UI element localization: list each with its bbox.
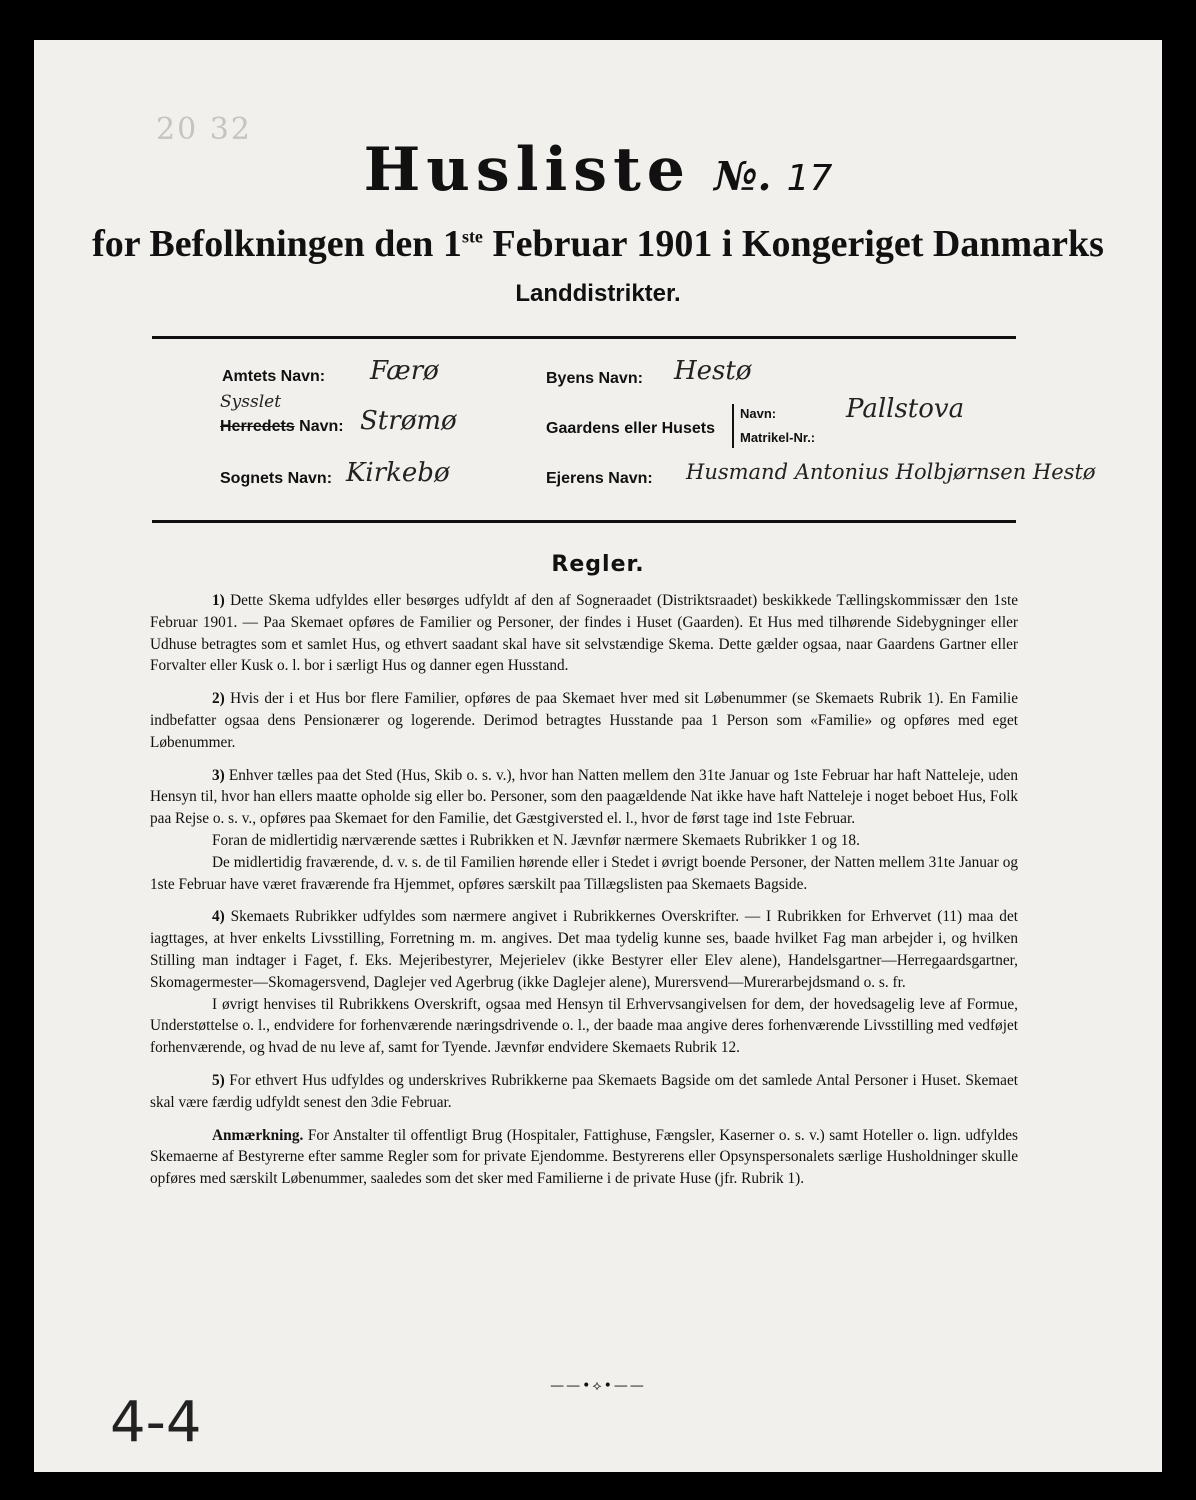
rule-4-text: Skemaets Rubrikker udfyldes som nærmere angivet i Rubrikkernes Overskrifter. — I Rubrikken for Erhvervet (11) maa det iagttages, at hver enkelts Livsstilling, Forretning m. m. angives. Det maa tydelig kunne ses, baade hvilket Fag man arbejder i, og hvilken Stilling man indtager i Faget, f. Eks. Mejeribestyrer, Mejerielev (ikke Bestyrer eller Elev alene), Handelsgartner—Herregaardsgartner, Skomagermester—Skomagersvend, Daglejer ved Agerbrug (ikke Daglejer alene), Murersvend—Murerarbejdsmand o. s. fr. bbox=[150, 908, 1018, 991]
ejer-label: Ejerens Navn: bbox=[546, 470, 653, 487]
rule-5-text: For ethvert Hus udfyldes og underskrives Rubrikkerne paa Skemaets Bagside om det samlede Antal Personer i Huset. Skemaet skal være færdig udfyldt senest den 3die Februar. bbox=[150, 1071, 1018, 1111]
sogn-label: Sognets Navn: bbox=[220, 470, 333, 487]
subtitle-sup: ste bbox=[461, 226, 483, 247]
number-label: №. bbox=[714, 153, 772, 200]
note-label: Anmærkning. bbox=[212, 1126, 304, 1144]
herred-label-rest: Navn: bbox=[294, 418, 344, 435]
document-page bbox=[34, 40, 1162, 1472]
gaard-matrikel-label: Matrikel-Nr.: bbox=[740, 430, 816, 445]
rule-4 bbox=[150, 906, 1018, 993]
herred-handwritten: Sysslet bbox=[220, 392, 282, 412]
gaard-label: Gaardens eller Husets bbox=[546, 420, 715, 437]
rule-5-number: 5) bbox=[212, 1071, 225, 1089]
rule-1-number: 1) bbox=[212, 592, 225, 609]
rule-2-text: Hvis der i et Hus bor flere Familier, opføres de paa Skemaet hver med sit Løbenummer (se Skemaets Rubrik 1). En Familie indbefatter ogsaa dens Pensionærer og logerende. Derimod betragtes Husstande paa 1 Person som «Familie» og opføres med eget Løbenummer. bbox=[150, 690, 1019, 751]
ejer-value: Husmand Antonius Holbjørnsen Hestø bbox=[686, 460, 1096, 484]
corner-number: 20 32 bbox=[156, 112, 252, 147]
amt-label: Amtets Navn: bbox=[222, 368, 326, 385]
gaard-bracket bbox=[732, 404, 734, 448]
rule-4-number: 4) bbox=[212, 908, 225, 926]
amt-value: Færø bbox=[370, 356, 439, 386]
subtitle-pre: for Befolkningen den 1 bbox=[92, 223, 462, 265]
district-type: Landdistrikter. bbox=[515, 280, 681, 307]
rule-2 bbox=[150, 688, 1018, 753]
by-label: Byens Navn: bbox=[546, 370, 643, 387]
herred-value: Strømø bbox=[360, 406, 457, 436]
rule-1-text: Dette Skema udfyldes eller besørges udfyldt af den af Sogneraadet (Distriktsraadet) beskikkede Tællingskommissær den 1ste Februar 1901. — Paa Skemaet opføres de Familier og Personer, der findes i Huset (Gaarden). Et Hus med tilhørende Sidebygninger eller Udhuse betragtes som et samlet Hus, og ethvert saadant skal have sit selvstændige Skema. Dette gælder ogsaa, naar Gaardens Gartner eller Forvalter eller Kusk o. l. bor i særligt Hus og danner egen Husstand. bbox=[150, 592, 1018, 675]
herred-label bbox=[220, 418, 344, 436]
bottom-handwritten-number: 4-4 bbox=[110, 1390, 202, 1455]
rule-3-c: De midlertidig fraværende, d. v. s. de til Familien hørende eller i Stedet i øvrigt boende Personer, der Natten mellem 31te Januar og 1ste Februar have været fraværende fra Hjemmet, opføres særskilt paa Tillægslisten paa Skemaets Bagside. bbox=[150, 853, 1018, 893]
rules-title: Regler. bbox=[551, 552, 645, 577]
subtitle bbox=[34, 222, 1162, 266]
note bbox=[150, 1125, 1018, 1190]
rule-1 bbox=[150, 590, 1018, 677]
rule-5 bbox=[150, 1070, 1018, 1114]
note-text: For Anstalter til offentligt Brug (Hospitaler, Fattighuse, Fængsler, Kaserner o. s. v.) samt Hoteller o. lign. udfyldes Skemaerne af Bestyrerne efter samme Regler som for private Ejendomme. Bestyrerens eller Opsynspersonalets særlige Husholdninger skulle opføres med særskilt Løbenummer, saaledes som det sker med Familierne i de private Huse (jfr. Rubrik 1). bbox=[150, 1126, 1018, 1188]
sogn-value: Kirkebø bbox=[346, 458, 450, 488]
rule-3-b: Foran de midlertidig nærværende sættes i Rubrikken et N. Jævnfør nærmere Skemaets Rubrikker 1 og 18. bbox=[212, 831, 860, 849]
rule-4-b: I øvrigt henvises til Rubrikkens Overskrift, ogsaa med Hensyn til Erhvervsangivelsen for dem, der hovedsagelig leve af Formue, Understøttelse o. l., endvidere for forhenværende næringsdrivende o. l., der baade maa angive deres forhenværende Livsstilling med vedføjet forhenværende, og hvad de nu leve af, samt for Tyende. Jævnfør endvidere Skemaets Rubrik 12. bbox=[150, 995, 1018, 1057]
rule-2-number: 2) bbox=[212, 690, 225, 708]
herred-label-struck: Herredets bbox=[220, 418, 295, 435]
title-row bbox=[34, 135, 1162, 205]
rule-3-text: Enhver tælles paa det Sted (Hus, Skib o. s. v.), hvor han Natten mellem den 31te Januar og 1ste Februar har haft Natteleje, uden Hensyn til, hvor han ellers maatte opholde sig eller bo. Personer, som den paagældende Nat ikke have haft Natteleje i noget beboet Hus, Folk paa Rejse o. s. v., opføres paa Skemaet for den Familie, det Gæstgiversted el. l., hvor de først tage ind 1ste Februar. bbox=[150, 766, 1018, 828]
gaard-value: Pallstova bbox=[846, 394, 965, 424]
by-value: Hestø bbox=[674, 356, 752, 386]
rule-3-number: 3) bbox=[212, 766, 225, 784]
page-title: Husliste bbox=[363, 135, 691, 205]
subtitle-post: Februar 1901 i Kongeriget Danmarks bbox=[482, 223, 1104, 265]
divider-middle bbox=[152, 520, 1016, 523]
rule-3 bbox=[150, 765, 1018, 830]
gaard-navn-label: Navn: bbox=[740, 406, 777, 421]
rules-body bbox=[150, 590, 1018, 1201]
list-number: 17 bbox=[786, 158, 833, 199]
divider-top bbox=[152, 336, 1016, 339]
ornament: ——•⟡•—— bbox=[550, 1378, 646, 1394]
